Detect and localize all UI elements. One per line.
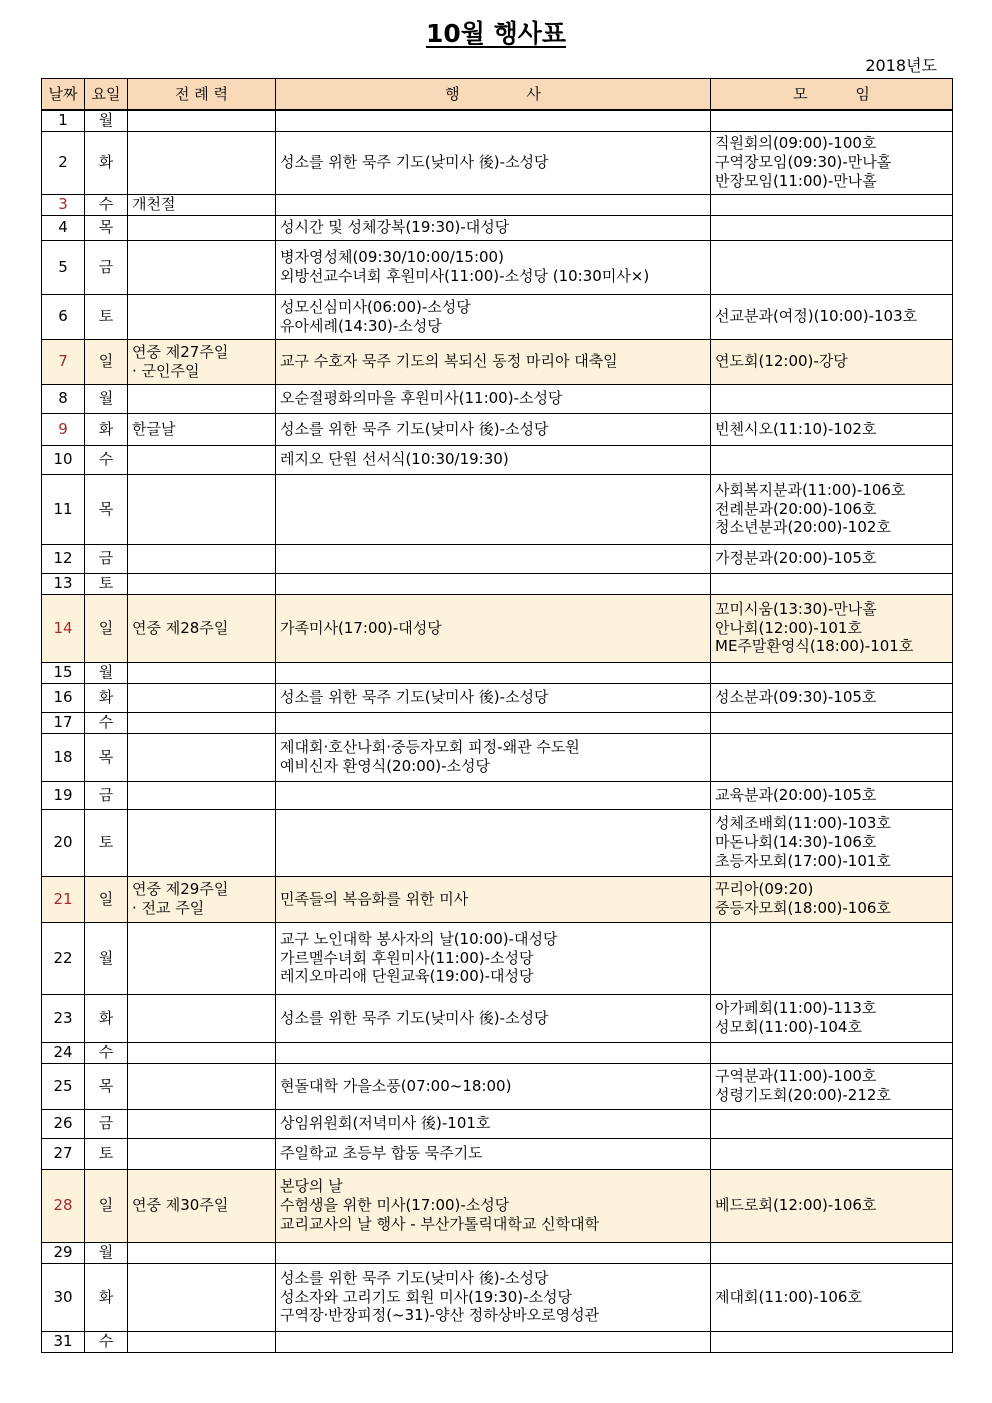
liturgy-cell <box>128 994 276 1042</box>
weekday-cell: 화 <box>85 131 128 194</box>
date-cell: 26 <box>42 1109 85 1138</box>
events-cell-line: 병자영성체(09:30/10:00/15:00) <box>280 248 504 267</box>
liturgy-cell <box>128 712 276 733</box>
liturgy-cell <box>128 194 276 215</box>
liturgy-cell-line: 연중 제29주일 <box>132 880 229 899</box>
weekday-cell: 월 <box>85 662 128 683</box>
meetings-cell <box>711 1042 953 1063</box>
date-cell: 3 <box>42 194 85 215</box>
date-cell: 19 <box>42 781 85 809</box>
meetings-cell-line: 직원회의(09:00)-100호 <box>715 134 877 153</box>
liturgy-cell <box>128 1138 276 1169</box>
table-row <box>42 294 953 339</box>
events-cell-line: 가르멜수녀회 후원미사(11:00)-소성당 <box>280 948 534 967</box>
events-cell <box>276 1242 711 1263</box>
events-cell-line: 레지오마리애 단원교육(19:00)-대성당 <box>280 967 534 986</box>
weekday-cell: 목 <box>85 215 128 240</box>
events-cell <box>276 683 711 712</box>
weekday-cell: 금 <box>85 544 128 573</box>
liturgy-cell <box>128 1063 276 1109</box>
weekday-cell: 금 <box>85 1109 128 1138</box>
events-cell <box>276 1263 711 1331</box>
date-cell: 24 <box>42 1042 85 1063</box>
meetings-cell <box>711 876 953 922</box>
weekday-cell: 화 <box>85 994 128 1042</box>
table-row <box>42 1063 953 1109</box>
meetings-cell <box>711 131 953 194</box>
events-cell-line: 성소를 위한 묵주 기도(낮미사 後)-소성당 <box>280 1268 549 1287</box>
table-row <box>42 413 953 445</box>
date-cell: 16 <box>42 683 85 712</box>
events-cell-line: 레지오 단원 선서식(10:30/19:30) <box>280 450 509 469</box>
meetings-cell-line: 전례분과(20:00)-106호 <box>715 499 877 518</box>
table-row <box>42 809 953 876</box>
weekday-cell: 화 <box>85 413 128 445</box>
liturgy-cell <box>128 339 276 384</box>
meetings-cell <box>711 1331 953 1352</box>
liturgy-cell <box>128 294 276 339</box>
weekday-cell: 토 <box>85 294 128 339</box>
date-cell: 21 <box>42 876 85 922</box>
table-row <box>42 1042 953 1063</box>
weekday-cell: 일 <box>85 339 128 384</box>
weekday-cell: 금 <box>85 240 128 294</box>
events-cell-line: 주일학교 초등부 합동 묵주기도 <box>280 1144 483 1163</box>
table-row <box>42 131 953 194</box>
date-cell: 28 <box>42 1169 85 1242</box>
events-cell-line: 민족들의 복음화를 위한 미사 <box>280 889 469 908</box>
events-cell <box>276 339 711 384</box>
liturgy-cell <box>128 131 276 194</box>
meetings-cell-line: 반장모임(11:00)-만나홀 <box>715 171 877 190</box>
date-cell: 17 <box>42 712 85 733</box>
events-cell-line: 성소를 위한 묵주 기도(낮미사 後)-소성당 <box>280 688 549 707</box>
table-row <box>42 110 953 131</box>
liturgy-cell <box>128 1242 276 1263</box>
events-cell <box>276 194 711 215</box>
date-cell: 14 <box>42 594 85 662</box>
liturgy-cell <box>128 445 276 474</box>
events-cell <box>276 544 711 573</box>
events-cell <box>276 445 711 474</box>
weekday-cell: 토 <box>85 1138 128 1169</box>
table-row <box>42 1242 953 1263</box>
events-cell <box>276 1063 711 1109</box>
events-cell-line: 구역장·반장피정(~31)-양산 정하상바오로영성관 <box>280 1306 600 1325</box>
weekday-cell: 토 <box>85 809 128 876</box>
schedule-body <box>42 110 953 1352</box>
liturgy-cell-line: · 군인주일 <box>132 361 200 380</box>
events-cell-line: 교구 노인대학 봉사자의 날(10:00)-대성당 <box>280 929 558 948</box>
liturgy-cell <box>128 1042 276 1063</box>
table-row <box>42 712 953 733</box>
liturgy-cell <box>128 1263 276 1331</box>
col-header-day: 요일 <box>85 79 128 111</box>
date-cell: 23 <box>42 994 85 1042</box>
table-row <box>42 445 953 474</box>
weekday-cell: 수 <box>85 712 128 733</box>
meetings-cell <box>711 683 953 712</box>
meetings-cell <box>711 662 953 683</box>
liturgy-cell <box>128 733 276 781</box>
date-cell: 29 <box>42 1242 85 1263</box>
events-cell <box>276 733 711 781</box>
meetings-cell-line: 교육분과(20:00)-105호 <box>715 785 877 804</box>
meetings-cell <box>711 573 953 594</box>
events-cell-line: 성시간 및 성체강복(19:30)-대성당 <box>280 218 510 237</box>
weekday-cell: 화 <box>85 683 128 712</box>
table-row <box>42 683 953 712</box>
table-row <box>42 474 953 544</box>
meetings-cell-line: 베드로회(12:00)-106호 <box>715 1196 877 1215</box>
year-label: 2018년도 <box>865 56 937 75</box>
liturgy-cell <box>128 781 276 809</box>
events-cell-line: 교구 수호자 묵주 기도의 복되신 동정 마리아 대축일 <box>280 352 618 371</box>
events-cell-line: 성소를 위한 묵주 기도(낮미사 後)-소성당 <box>280 1008 549 1027</box>
date-cell: 6 <box>42 294 85 339</box>
events-cell <box>276 573 711 594</box>
meetings-cell <box>711 1109 953 1138</box>
date-cell: 13 <box>42 573 85 594</box>
liturgy-cell <box>128 594 276 662</box>
table-row <box>42 1263 953 1331</box>
events-cell-line: 성소를 위한 묵주 기도(낮미사 後)-소성당 <box>280 153 549 172</box>
meetings-cell <box>711 339 953 384</box>
table-row <box>42 876 953 922</box>
meetings-cell-line: 마돈나회(14:30)-106호 <box>715 833 877 852</box>
events-cell-line: 현돌대학 가을소풍(07:00~18:00) <box>280 1076 512 1095</box>
meetings-cell <box>711 474 953 544</box>
liturgy-cell-line: 연중 제30주일 <box>132 1196 229 1215</box>
events-cell <box>276 1331 711 1352</box>
table-row <box>42 994 953 1042</box>
meetings-cell <box>711 110 953 131</box>
col-header-meetings: 모 임 <box>711 79 953 111</box>
meetings-cell <box>711 294 953 339</box>
col-header-events: 행 사 <box>276 79 711 111</box>
table-row <box>42 384 953 413</box>
events-cell <box>276 922 711 994</box>
date-cell: 25 <box>42 1063 85 1109</box>
events-cell <box>276 594 711 662</box>
liturgy-cell <box>128 1331 276 1352</box>
events-cell <box>276 294 711 339</box>
events-cell <box>276 474 711 544</box>
date-cell: 5 <box>42 240 85 294</box>
events-cell <box>276 1169 711 1242</box>
table-row <box>42 594 953 662</box>
meetings-cell <box>711 215 953 240</box>
meetings-cell-line: 제대회(11:00)-106호 <box>715 1287 862 1306</box>
liturgy-cell <box>128 240 276 294</box>
date-cell: 30 <box>42 1263 85 1331</box>
weekday-cell: 수 <box>85 445 128 474</box>
weekday-cell: 목 <box>85 1063 128 1109</box>
events-cell <box>276 712 711 733</box>
liturgy-cell <box>128 1169 276 1242</box>
meetings-cell <box>711 781 953 809</box>
table-row <box>42 573 953 594</box>
events-cell <box>276 662 711 683</box>
meetings-cell <box>711 1169 953 1242</box>
meetings-cell-line: 구역분과(11:00)-100호 <box>715 1067 877 1086</box>
header-row <box>42 79 953 111</box>
events-cell-line: 외방선교수녀회 후원미사(11:00)-소성당 (10:30미사×) <box>280 267 650 285</box>
meetings-cell-line: 성체조배회(11:00)-103호 <box>715 814 891 833</box>
weekday-cell: 월 <box>85 110 128 131</box>
meetings-cell-line: 성모회(11:00)-104호 <box>715 1018 862 1036</box>
table-row <box>42 662 953 683</box>
weekday-cell: 목 <box>85 733 128 781</box>
events-cell <box>276 994 711 1042</box>
date-cell: 22 <box>42 922 85 994</box>
weekday-cell: 수 <box>85 194 128 215</box>
weekday-cell: 수 <box>85 1042 128 1063</box>
liturgy-cell-line: 연중 제27주일 <box>132 342 229 361</box>
table-row <box>42 339 953 384</box>
meetings-cell-line: ME주말환영식(18:00)-101호 <box>715 637 914 656</box>
events-cell-line: 유아세례(14:30)-소성당 <box>280 316 442 335</box>
events-cell <box>276 215 711 240</box>
weekday-cell: 수 <box>85 1331 128 1352</box>
events-cell <box>276 131 711 194</box>
events-cell-line: 교리교사의 날 행사 - 부산가톨릭대학교 신학대학 <box>280 1214 600 1233</box>
liturgy-cell-line: 연중 제28주일 <box>132 618 229 637</box>
date-cell: 31 <box>42 1331 85 1352</box>
meetings-cell <box>711 594 953 662</box>
meetings-cell <box>711 922 953 994</box>
weekday-cell: 일 <box>85 594 128 662</box>
liturgy-cell <box>128 384 276 413</box>
weekday-cell: 금 <box>85 781 128 809</box>
weekday-cell: 일 <box>85 876 128 922</box>
weekday-cell: 월 <box>85 1242 128 1263</box>
table-row <box>42 922 953 994</box>
meetings-cell <box>711 1063 953 1109</box>
meetings-cell-line: 꾸리아(09:20) <box>715 880 814 899</box>
table-row <box>42 215 953 240</box>
meetings-cell <box>711 1242 953 1263</box>
meetings-cell <box>711 733 953 781</box>
table-row <box>42 1109 953 1138</box>
liturgy-cell <box>128 809 276 876</box>
meetings-cell-line: 구역장모임(09:30)-만나홀 <box>715 153 892 172</box>
date-cell: 7 <box>42 339 85 384</box>
events-cell-line: 성소를 위한 묵주 기도(낮미사 後)-소성당 <box>280 419 549 438</box>
weekday-cell: 화 <box>85 1263 128 1331</box>
table-row <box>42 240 953 294</box>
events-cell-line: 가족미사(17:00)-대성당 <box>280 618 442 637</box>
meetings-cell-line: 선교분과(여정)(10:00)-103호 <box>715 307 918 326</box>
events-cell <box>276 809 711 876</box>
weekday-cell: 월 <box>85 922 128 994</box>
meetings-cell-line: 연도회(12:00)-강당 <box>715 352 848 371</box>
table-row <box>42 1331 953 1352</box>
liturgy-cell <box>128 1109 276 1138</box>
events-cell-line: 수험생을 위한 미사(17:00)-소성당 <box>280 1196 510 1215</box>
meetings-cell <box>711 384 953 413</box>
weekday-cell: 목 <box>85 474 128 544</box>
events-cell-line: 성모신심미사(06:00)-소성당 <box>280 297 471 316</box>
events-cell <box>276 1042 711 1063</box>
liturgy-cell <box>128 922 276 994</box>
table-row <box>42 1169 953 1242</box>
events-cell <box>276 876 711 922</box>
meetings-cell <box>711 712 953 733</box>
meetings-cell-line: 꼬미시움(13:30)-만나홀 <box>715 599 877 618</box>
weekday-cell: 일 <box>85 1169 128 1242</box>
table-row <box>42 781 953 809</box>
meetings-cell <box>711 413 953 445</box>
meetings-cell-line: 중등자모회(18:00)-106호 <box>715 899 891 917</box>
liturgy-cell <box>128 474 276 544</box>
date-cell: 20 <box>42 809 85 876</box>
liturgy-cell <box>128 573 276 594</box>
events-cell-line: 상임위원회(저녁미사 後)-101호 <box>280 1114 491 1133</box>
events-cell <box>276 1138 711 1169</box>
meetings-cell-line: 가정분과(20:00)-105호 <box>715 549 877 568</box>
meetings-cell-line: 안나회(12:00)-101호 <box>715 618 862 637</box>
date-cell: 8 <box>42 384 85 413</box>
weekday-cell: 토 <box>85 573 128 594</box>
date-cell: 27 <box>42 1138 85 1169</box>
table-row <box>42 544 953 573</box>
date-cell: 4 <box>42 215 85 240</box>
date-cell: 11 <box>42 474 85 544</box>
table-row <box>42 194 953 215</box>
date-cell: 15 <box>42 662 85 683</box>
meetings-cell <box>711 194 953 215</box>
liturgy-cell-line: · 전교 주일 <box>132 899 205 917</box>
col-header-liturgy: 전 례 력 <box>128 79 276 111</box>
meetings-cell-line: 청소년분과(20:00)-102호 <box>715 518 891 537</box>
page-title: 10월 행사표 <box>425 19 567 48</box>
meetings-cell <box>711 445 953 474</box>
meetings-cell-line: 성소분과(09:30)-105호 <box>715 688 877 707</box>
events-cell-line: 성소자와 고리기도 회원 미사(19:30)-소성당 <box>280 1287 572 1306</box>
date-cell: 1 <box>42 110 85 131</box>
events-cell <box>276 781 711 809</box>
meetings-cell <box>711 994 953 1042</box>
liturgy-cell <box>128 876 276 922</box>
events-cell-line: 본당의 날 <box>280 1177 343 1196</box>
events-cell <box>276 413 711 445</box>
meetings-cell <box>711 240 953 294</box>
events-cell-line: 오순절평화의마을 후원미사(11:00)-소성당 <box>280 389 563 408</box>
date-cell: 10 <box>42 445 85 474</box>
liturgy-cell <box>128 110 276 131</box>
liturgy-cell-line: 개천절 <box>132 195 176 214</box>
meetings-cell-line: 아가페회(11:00)-113호 <box>715 999 877 1018</box>
date-cell: 18 <box>42 733 85 781</box>
liturgy-cell <box>128 215 276 240</box>
liturgy-cell <box>128 662 276 683</box>
meetings-cell-line: 사회복지분과(11:00)-106호 <box>715 480 906 499</box>
liturgy-cell-line: 한글날 <box>132 419 176 438</box>
events-cell-line: 예비신자 환영식(20:00)-소성당 <box>280 757 491 775</box>
events-cell <box>276 384 711 413</box>
events-cell-line: 제대회·호산나회·중등자모회 피정-왜관 수도원 <box>280 738 580 757</box>
liturgy-cell <box>128 683 276 712</box>
liturgy-cell <box>128 413 276 445</box>
table-row <box>42 1138 953 1169</box>
meetings-cell-line: 초등자모회(17:00)-101호 <box>715 851 891 870</box>
schedule-table <box>41 78 953 1353</box>
date-cell: 2 <box>42 131 85 194</box>
meetings-cell <box>711 809 953 876</box>
table-row <box>42 733 953 781</box>
date-cell: 12 <box>42 544 85 573</box>
meetings-cell <box>711 544 953 573</box>
meetings-cell <box>711 1263 953 1331</box>
weekday-cell: 월 <box>85 384 128 413</box>
col-header-date: 날짜 <box>42 79 85 111</box>
meetings-cell-line: 성령기도회(20:00)-212호 <box>715 1086 891 1104</box>
date-cell: 9 <box>42 413 85 445</box>
events-cell <box>276 110 711 131</box>
liturgy-cell <box>128 544 276 573</box>
meetings-cell-line: 빈첸시오(11:10)-102호 <box>715 419 877 438</box>
events-cell <box>276 1109 711 1138</box>
meetings-cell <box>711 1138 953 1169</box>
events-cell <box>276 240 711 294</box>
